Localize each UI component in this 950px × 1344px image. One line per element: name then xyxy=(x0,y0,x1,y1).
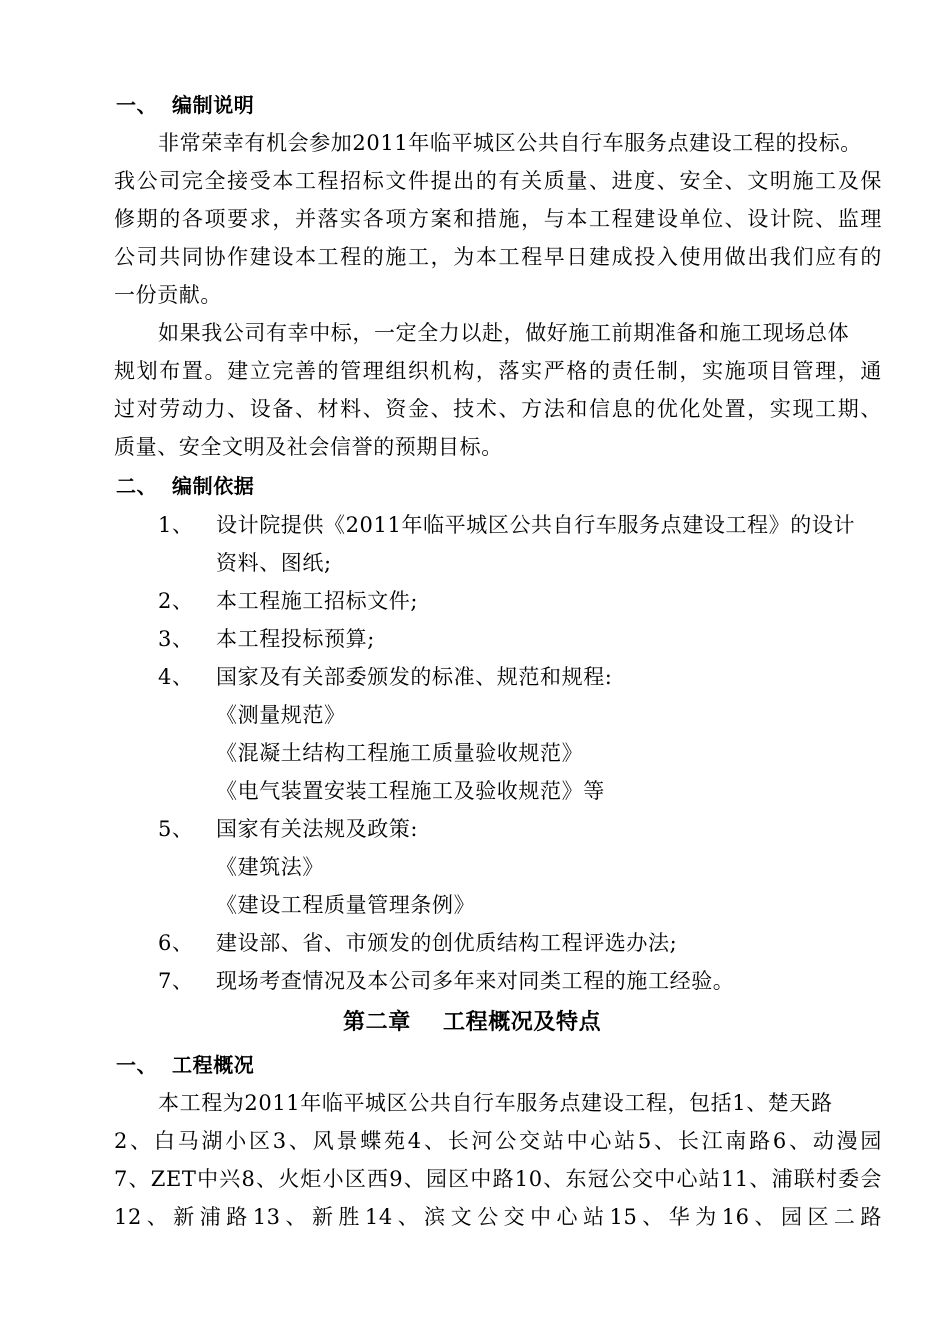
list-item-number: 3、 xyxy=(158,627,194,651)
paragraph-line: 非常荣幸有机会参加2011年临平城区公共自行车服务点建设工程的投标。 xyxy=(158,131,862,155)
list-item-number: 5、 xyxy=(158,817,194,841)
paragraph-line: 7、ZET中兴8、火炬小区西9、园区中路10、东冠公交中心站11、浦联村委会 xyxy=(114,1167,882,1191)
list-item-text: 设计院提供《2011年临平城区公共自行车服务点建设工程》的设计 xyxy=(216,513,856,537)
list-item-text: 《电气装置安装工程施工及验收规范》等 xyxy=(216,779,605,803)
section-2-title: 编制依据 xyxy=(172,474,255,498)
paragraph-line: 过对劳动力、设备、材料、资金、技术、方法和信息的优化处置，实现工期、 xyxy=(114,397,882,421)
section-3-number: 一、 xyxy=(116,1053,158,1077)
list-item-text: 现场考查情况及本公司多年来对同类工程的施工经验。 xyxy=(216,969,735,993)
chapter-label: 第二章 xyxy=(343,1010,411,1035)
paragraph-line: 12、新浦路13、新胜14、滨文公交中心站15、华为16、园区二路 xyxy=(114,1205,882,1229)
list-item-text: 国家有关法规及政策: xyxy=(216,817,419,841)
paragraph-line: 公司共同协作建设本工程的施工，为本工程早日建成投入使用做出我们应有的 xyxy=(114,245,882,269)
chapter-title: 工程概况及特点 xyxy=(443,1010,602,1035)
section-1-title: 编制说明 xyxy=(172,93,255,117)
list-item-text: 《测量规范》 xyxy=(216,703,346,727)
list-item-text: 《建筑法》 xyxy=(216,855,324,879)
paragraph-line: 一份贡献。 xyxy=(114,283,222,307)
list-item-number: 2、 xyxy=(158,589,194,613)
paragraph-line: 修期的各项要求，并落实各项方案和措施，与本工程建设单位、设计院、监理 xyxy=(114,207,882,231)
list-item-text: 《建设工程质量管理条例》 xyxy=(216,893,476,917)
paragraph-line: 2、白马湖小区3、风景蝶苑4、长河公交站中心站5、长江南路6、动漫园 xyxy=(114,1129,882,1153)
list-item-text: 资料、图纸; xyxy=(216,551,332,575)
paragraph-line: 规划布置。建立完善的管理组织机构，落实严格的责任制，实施项目管理，通 xyxy=(114,359,882,383)
list-item-number: 1、 xyxy=(158,513,194,537)
section-3-title: 工程概况 xyxy=(172,1053,255,1077)
list-item-number: 6、 xyxy=(158,931,194,955)
list-item-text: 国家及有关部委颁发的标准、规范和规程: xyxy=(216,665,613,689)
list-item-number: 4、 xyxy=(158,665,194,689)
list-item-text: 建设部、省、市颁发的创优质结构工程评选办法; xyxy=(216,931,678,955)
section-2-number: 二、 xyxy=(116,474,158,498)
list-item-text: 本工程投标预算; xyxy=(216,627,375,651)
paragraph-line: 质量、安全文明及社会信誉的预期目标。 xyxy=(114,435,503,459)
paragraph-line: 本工程为2011年临平城区公共自行车服务点建设工程，包括1、楚天路 xyxy=(158,1091,833,1115)
paragraph-line: 我公司完全接受本工程招标文件提出的有关质量、进度、安全、文明施工及保 xyxy=(114,169,882,193)
list-item-text: 《混凝土结构工程施工质量验收规范》 xyxy=(216,741,584,765)
section-1-number: 一、 xyxy=(116,93,158,117)
list-item-number: 7、 xyxy=(158,969,194,993)
list-item-text: 本工程施工招标文件; xyxy=(216,589,419,613)
paragraph-line: 如果我公司有幸中标，一定全力以赴，做好施工前期准备和施工现场总体 xyxy=(158,321,850,345)
